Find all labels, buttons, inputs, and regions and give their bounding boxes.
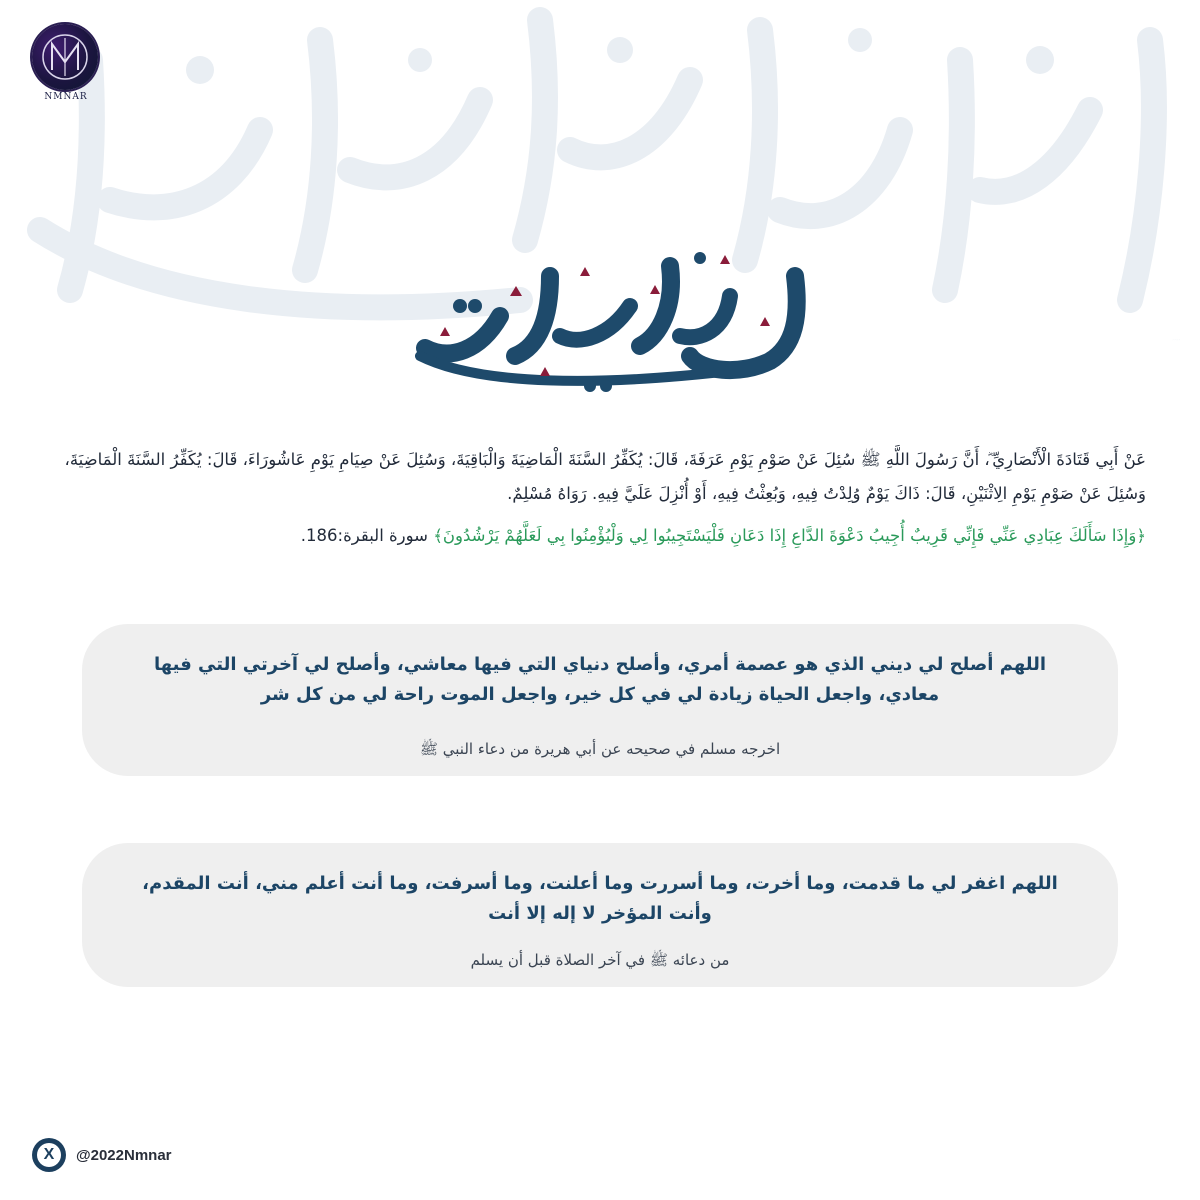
verse-line (56, 521, 1146, 551)
headline-text: يوم عرفة (400, 236, 404, 237)
verse-reference: سورة البقرة:186. (300, 526, 428, 545)
dua-text: اللهم اغفر لي ما قدمت، وما أخرت، وما أسررت وما أعلنت، وما أسرفت، وما أنت أعلم مني، أنت المقدم، وأنت المؤخر لا إله إلا أنت (142, 873, 1058, 924)
logo-text: NMNAR (44, 92, 88, 102)
monogram-m-logo-icon (32, 24, 98, 90)
dua-source: اخرجه مسلم في صحيحه عن أبي هريرة من دعاء النبي ﷺ (419, 740, 781, 758)
brand-logo (26, 24, 106, 108)
headline-calligraphy (400, 236, 810, 396)
headline-calligraphy-art (400, 236, 810, 396)
x-icon: X (32, 1138, 66, 1172)
dua-card (82, 843, 1118, 987)
quran-verse: ﴿وَإِذَا سَأَلَكَ عِبَادِي عَنِّي فَإِنِّي قَرِيبٌ أُجِيبُ دَعْوَةَ الدَّاعِ إِذَا دَعَانِ فَلْيَسْتَجِيبُوا لِي وَلْيُؤْمِنُوا بِي لَعَلَّهُمْ يَرْشُدُونَ﴾ (433, 526, 1146, 545)
hadith-text: عَنْ أَبِي قَتَادَةَ الْأَنْصَارِيِّ ؓ، أَنَّ رَسُولَ اللَّهِ ﷺ سُئِلَ عَنْ صَوْمِ يَوْمِ عَرَفَةَ، قَالَ: يُكَفِّرُ السَّنَةَ الْمَاضِيَةَ وَالْبَاقِيَةَ، وَسُئِلَ عَنْ صِيَامِ يَوْمِ عَاشُورَاءَ، قَالَ: يُكَفِّرُ السَّنَةَ الْمَاضِيَةَ، وَسُئِلَ عَنْ صَوْمِ يَوْمِ الِاثْنَيْنِ، قَالَ: ذَاكَ يَوْمٌ وُلِدْتُ فِيهِ، وَبُعِثْتُ فِيهِ، أَوْ أُنْزِلَ عَلَيَّ فِيهِ. رَوَاهُ مُسْلِمٌ. (64, 450, 1146, 503)
handle-text: @2022Nmnar (76, 1146, 172, 1164)
dua-card (82, 624, 1118, 776)
dua-text: اللهم أصلح لي ديني الذي هو عصمة أمري، وأصلح دنياي التي فيها معاشي، وأصلح لي آخرتي التي فيها معادي، واجعل الحياة زيادة لي في كل خير، واجعل الموت راحة لي من كل شر (153, 654, 1047, 705)
social-handle[interactable] (32, 1137, 172, 1173)
watermark-text: كل عام وأنتم بخير (1172, 340, 1180, 341)
dua-source: من دعائه ﷺ في آخر الصلاة قبل أن يسلم (470, 951, 730, 969)
